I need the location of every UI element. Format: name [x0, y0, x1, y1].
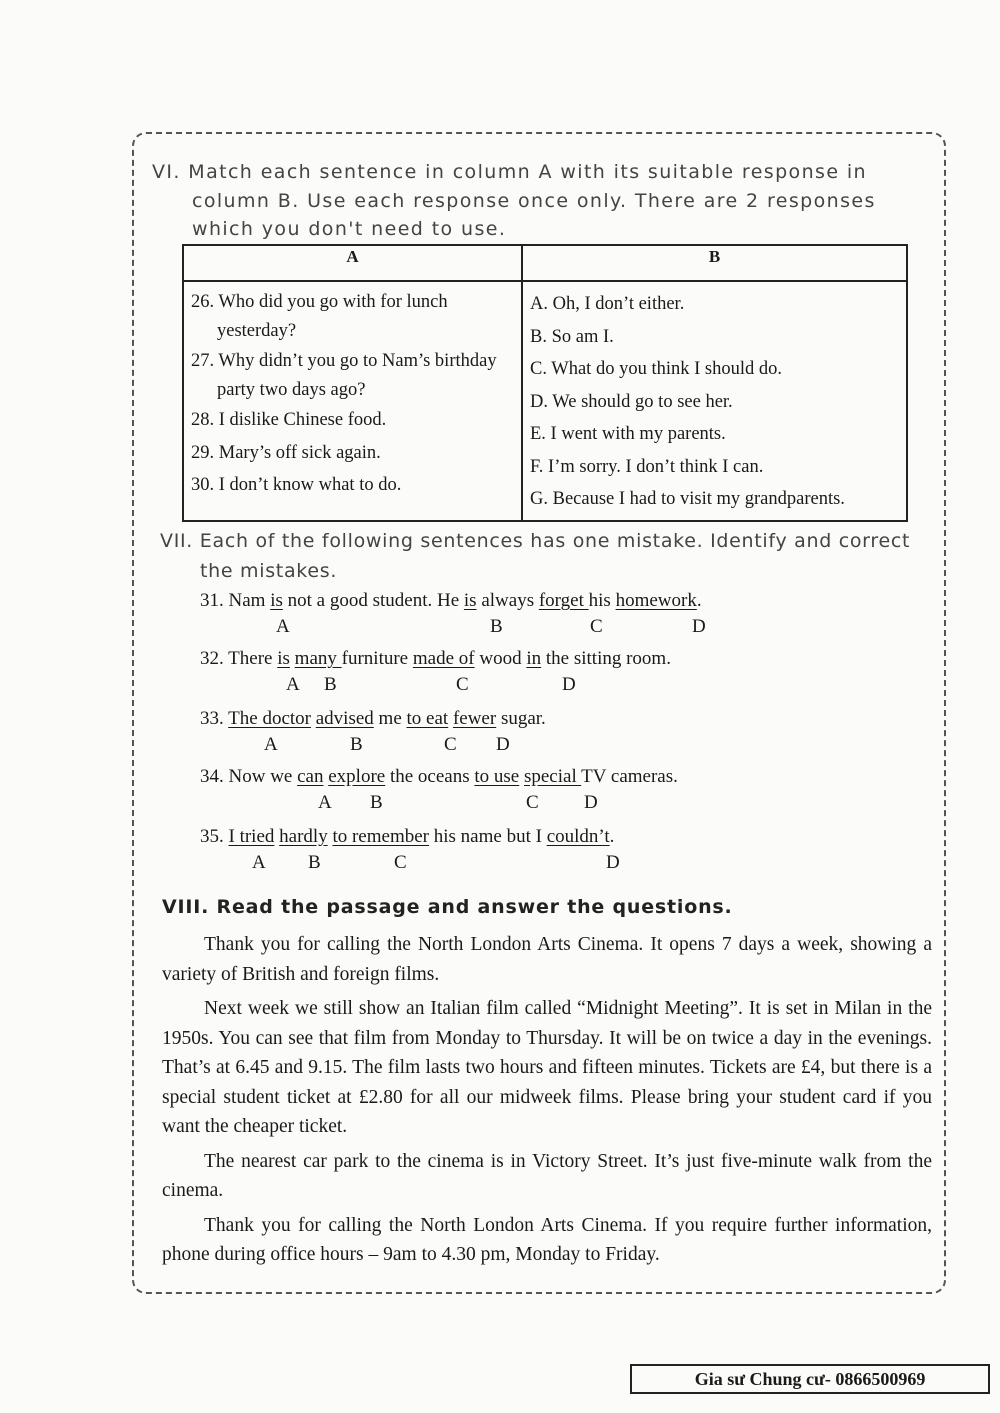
question-32: 32. There is many furniture made of wood in the sitting room. A B C D — [200, 648, 671, 695]
passage-paragraph: Thank you for calling the North London Arts Cinema. It opens 7 days a week, showing a variety of British and foreign films. — [162, 934, 932, 985]
question-35: 35. I tried hardly to remember his name but I couldn’t. A B C D — [200, 826, 620, 873]
column-b-header: B — [522, 245, 907, 281]
matching-table — [182, 244, 908, 522]
option-b: many — [294, 648, 342, 669]
section-6-heading: VI. Match each sentence in column A with its suitable response in column B. Use each response once only. There are 2 responses which you don't need to use. — [152, 161, 876, 240]
sentence-30: 30. I don’t know what to do. — [191, 475, 402, 495]
response-f: F. I’m sorry. I don’t think I can. — [530, 456, 764, 477]
column-a-cell — [183, 281, 522, 521]
option-a: can — [297, 766, 324, 787]
option-c: forget — [538, 590, 589, 611]
sentence-26: 26. Who did you go with for lunch yesterday? — [191, 292, 448, 341]
option-c: to remember — [332, 826, 429, 847]
option-d: couldn’t — [546, 826, 610, 847]
option-d: homework — [615, 590, 697, 611]
section-8-heading: VIII. Read the passage and answer the questions. — [162, 896, 733, 918]
response-b: B. So am I. — [530, 326, 614, 347]
option-b: hardly — [279, 826, 328, 847]
response-c: C. What do you think I should do. — [530, 359, 782, 379]
passage-paragraph: Next week we still show an Italian film called “Midnight Meeting”. It is set in Milan in the 1950s. You can see that film from Monday to Thursday. It will be on twice a day in the evenings. That’s at 6.45 and 9.15. The film lasts two hours and fifteen minutes. Tickets are £4, but there is a special student ticket at £2.80 for all our midweek films. Please bring your student card if you want the cheaper ticket. — [162, 998, 932, 1137]
option-a: The doctor — [228, 708, 311, 729]
option-a: I tried — [228, 826, 275, 847]
question-33: 33. The doctor advised me to eat fewer sugar. A B C D — [200, 708, 546, 755]
option-a: is — [277, 648, 290, 669]
passage-paragraph: Thank you for calling the North London Arts Cinema. If you require further information, phone during office hours – 9am to 4.30 pm, Monday to Friday. — [162, 1214, 932, 1265]
option-b: is — [463, 590, 477, 611]
option-c: to eat — [406, 708, 449, 729]
option-b: advised — [315, 708, 374, 729]
option-c: to use — [474, 766, 520, 787]
sentence-28: 28. I dislike Chinese food. — [191, 410, 387, 430]
section-7-heading: VII. Each of the following sentences has one mistake. Identify and correct the mistakes. — [160, 530, 911, 582]
sentence-27: 27. Why didn’t you go to Nam’s birthday party two days ago? — [191, 351, 497, 400]
question-31: 31. Nam is not a good student. He is always forget his homework. A B C D — [200, 590, 706, 637]
column-b-cell — [522, 281, 907, 521]
passage-paragraph: The nearest car park to the cinema is in Victory Street. It’s just five-minute walk from the cinema. — [162, 1150, 932, 1201]
response-d: D. We should go to see her. — [530, 391, 733, 412]
response-e: E. I went with my parents. — [530, 424, 726, 444]
column-a-header: A — [183, 245, 522, 281]
response-g: G. Because I had to visit my grandparents. — [530, 489, 845, 509]
reading-passage — [162, 930, 932, 1275]
option-d: fewer — [452, 708, 497, 729]
option-d: in — [526, 648, 542, 669]
option-a: is — [270, 590, 283, 611]
response-a: A. Oh, I don’t either. — [530, 294, 685, 314]
option-b: explore — [328, 766, 386, 787]
option-c: made of — [412, 648, 475, 669]
sentence-29: 29. Mary’s off sick again. — [191, 442, 381, 463]
question-34: 34. Now we can explore the oceans to use special TV cameras. A B C D — [200, 766, 678, 813]
footer-contact: Gia sư Chung cư- 0866500969 — [630, 1364, 990, 1394]
option-d: special — [523, 766, 582, 787]
